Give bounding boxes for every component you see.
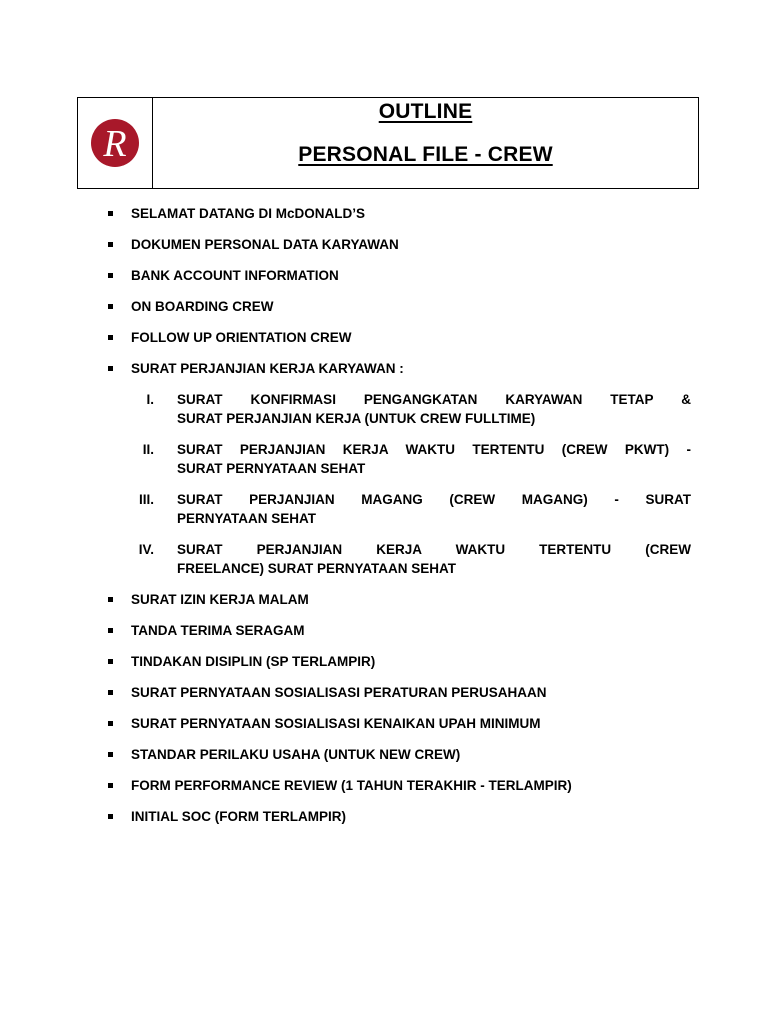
sub-item-line2: PERNYATAAN SEHAT (177, 511, 317, 526)
list-item-text: ON BOARDING CREW (131, 299, 274, 314)
sub-item-line1: SURAT PERJANJIAN MAGANG (CREW MAGANG) - SURAT (177, 492, 691, 507)
sub-item-line2: SURAT PERNYATAAN SEHAT (177, 461, 366, 476)
list-item-text: SELAMAT DATANG DI McDONALD’S (131, 206, 365, 221)
bullet-icon (108, 690, 113, 695)
bullet-icon (108, 783, 113, 788)
list-item-text: SURAT PERJANJIAN KERJA KARYAWAN : (131, 361, 404, 376)
list-item-text: STANDAR PERILAKU USAHA (UNTUK NEW CREW) (131, 747, 461, 762)
sub-item-line2: FREELANCE) SURAT PERNYATAAN SEHAT (177, 561, 457, 576)
document-subtitle: PERSONAL FILE - CREW (298, 143, 553, 166)
list-item-text: FORM PERFORMANCE REVIEW (1 TAHUN TERAKHIR - TERLAMPIR) (131, 778, 572, 793)
document-title: OUTLINE (378, 100, 473, 123)
list-item-text: TANDA TERIMA SERAGAM (131, 623, 305, 638)
bullet-icon (108, 366, 113, 371)
bullet-icon (108, 304, 113, 309)
sub-item-text (177, 390, 691, 428)
list-item-text: BANK ACCOUNT INFORMATION (131, 268, 339, 283)
sub-item-line1: SURAT PERJANJIAN KERJA WAKTU TERTENTU (CREW (177, 542, 691, 557)
sub-item-text (177, 440, 691, 478)
list-item-text: FOLLOW UP ORIENTATION CREW (131, 330, 352, 345)
list-item-text: SURAT PERNYATAAN SOSIALISASI PERATURAN PERUSAHAAN (131, 685, 547, 700)
bullet-icon (108, 659, 113, 664)
sub-item-line2: SURAT PERJANJIAN KERJA (UNTUK CREW FULLTIME) (177, 411, 536, 426)
bullet-icon (108, 752, 113, 757)
title-cell (153, 98, 698, 188)
bullet-icon (108, 211, 113, 216)
sub-item-line1: SURAT KONFIRMASI PENGANGKATAN KARYAWAN TETAP & (177, 392, 691, 407)
list-item-text: SURAT PERNYATAAN SOSIALISASI KENAIKAN UPAH MINIMUM (131, 716, 541, 731)
company-logo (91, 119, 139, 167)
sub-item-line1: SURAT PERJANJIAN KERJA WAKTU TERTENTU (CREW PKWT) - (177, 442, 691, 457)
sub-item-number: III. (138, 492, 154, 507)
sub-item-number: II. (142, 442, 154, 457)
bullet-icon (108, 814, 113, 819)
logo-letter: R (103, 123, 127, 165)
sub-item-text (177, 490, 691, 528)
list-item-text: INITIAL SOC (FORM TERLAMPIR) (131, 809, 346, 824)
sub-item-number: IV. (138, 542, 154, 557)
sub-item-text (177, 540, 691, 578)
bullet-icon (108, 597, 113, 602)
sub-item-number: I. (146, 392, 154, 407)
bullet-icon (108, 335, 113, 340)
list-item-text: DOKUMEN PERSONAL DATA KARYAWAN (131, 237, 399, 252)
logo-cell (78, 98, 153, 188)
bullet-icon (108, 721, 113, 726)
list-item-text: SURAT IZIN KERJA MALAM (131, 592, 309, 607)
bullet-icon (108, 242, 113, 247)
bullet-icon (108, 628, 113, 633)
document-header (77, 97, 699, 189)
list-item-text: TINDAKAN DISIPLIN (SP TERLAMPIR) (131, 654, 376, 669)
bullet-icon (108, 273, 113, 278)
